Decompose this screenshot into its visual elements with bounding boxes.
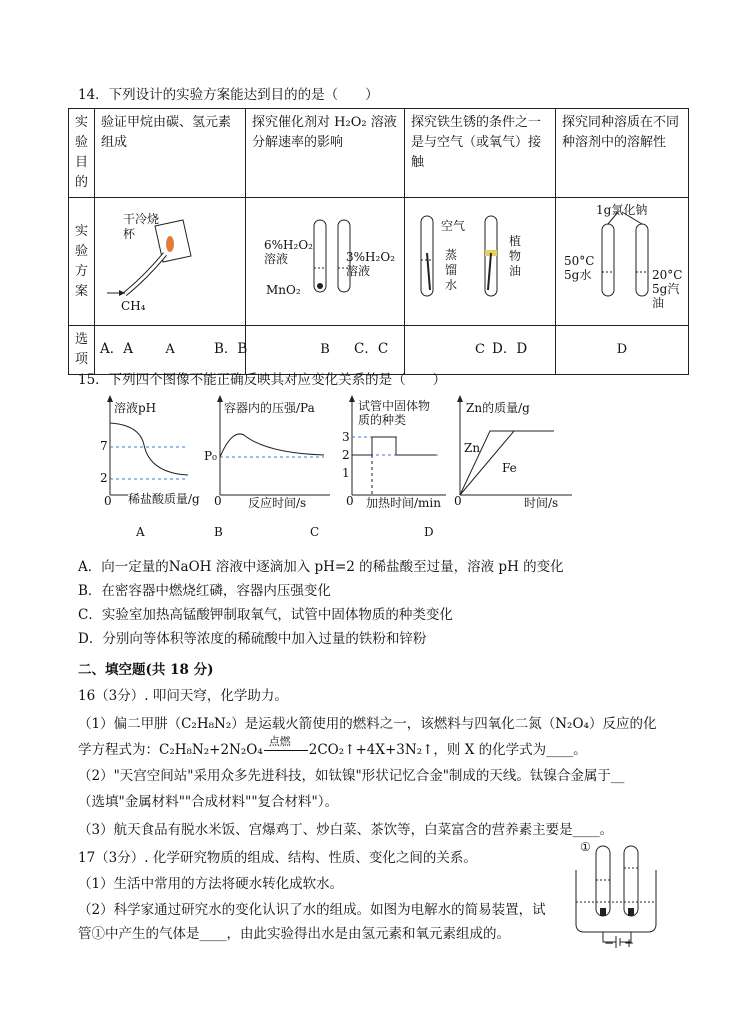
q16-equation-left: 学方程式为：C₂H₈N₂+2N₂O₄ xyxy=(78,742,263,758)
graph-c-ylabel: 试管中固体物质的种类 xyxy=(358,399,431,427)
row-header-purpose: 实验目的 xyxy=(69,109,95,198)
graph-c-tick-1: 1 xyxy=(342,466,350,480)
graph-b-label: B xyxy=(214,525,223,539)
q15-choice-b[interactable]: B．在密容器中燃烧红磷，容器内压强变化 xyxy=(78,583,331,599)
graph-b-tick-p0: P₀ xyxy=(204,449,217,463)
methane-burning-figure xyxy=(95,198,245,318)
row-header-scheme: 实验方案 xyxy=(69,198,95,326)
q16-equation-right: 2CO₂↑+4X+3N₂↑，则 X 的化学式为____。 xyxy=(308,742,587,758)
q16-p3: （3）航天食品有脱水米饭、宫爆鸡丁、炒白菜、茶饮等，白菜富含的营养素主要是____。 xyxy=(78,822,614,838)
reaction-condition: 点燃 xyxy=(263,742,309,758)
q17-p2b: 管①中产生的气体是____，由此实验得出水是由氢元素和氧元素组成的。 xyxy=(78,926,510,942)
mno2-label: MnO₂ xyxy=(266,283,301,297)
q16-p1a: （1）偏二甲肼（C₂H₈N₂）是运载火箭使用的燃料之一，该燃料与四氧化二氮（N₂O₄）反应的化 xyxy=(78,716,657,732)
graph-d-label: D xyxy=(424,525,434,539)
purpose-b: 探究催化剂对 H₂O₂ 溶液分解速率的影响 xyxy=(246,109,405,198)
rust-tubes-figure xyxy=(405,198,555,318)
oil-label: 植物油 xyxy=(509,234,522,278)
positive-sign: + xyxy=(624,936,635,950)
q14-stem: 14．下列设计的实验方案能达到目的的是（ ） xyxy=(78,87,379,103)
figure-b xyxy=(246,198,405,326)
experiment-table xyxy=(68,108,689,375)
graph-d xyxy=(452,395,582,510)
graph-c xyxy=(338,395,456,510)
q16-p2a: （2）"天宫空间站"采用众多先进科技，如钛镍"形状记忆合金"制成的天线。钛镍合金属于__ xyxy=(78,768,625,784)
negative-sign: − xyxy=(604,936,615,950)
graph-a-xlabel: 稀盐酸质量/g xyxy=(128,492,200,506)
tube-d-left: 50°C 5g水 xyxy=(564,254,595,282)
q14-choice-a[interactable]: A．A xyxy=(100,341,133,357)
nacl-label: 1g氯化钠 xyxy=(596,203,648,217)
graph-a-ylabel: 溶液pH xyxy=(114,401,157,415)
tube-d-right: 20°C 5g汽油 xyxy=(652,268,683,310)
graph-a-tick-7: 7 xyxy=(100,439,108,453)
air-label: 空气 xyxy=(441,219,466,233)
water-label: 蒸馏水 xyxy=(445,248,458,292)
graph-c-tick-2: 2 xyxy=(342,448,350,462)
graph-d-series-zn: Zn xyxy=(464,441,481,455)
q14-choice-b[interactable]: B．B xyxy=(214,341,248,357)
ch4-label: CH₄ xyxy=(121,299,146,313)
purpose-c: 探究铁生锈的条件之一是与空气（或氧气）接触 xyxy=(405,109,556,198)
purpose-d: 探究同种溶质在不同种溶剂中的溶解性 xyxy=(556,109,689,198)
option-a: A xyxy=(95,326,246,375)
q17-p2a: （2）科学家通过研究水的变化认识了水的组成。如图为电解水的简易装置，试 xyxy=(78,902,546,918)
graph-b-ylabel: 容器内的压强/Pa xyxy=(224,401,315,415)
q14-choice-c[interactable]: C．C xyxy=(354,341,389,357)
option-d: D xyxy=(556,326,689,375)
graph-d-ylabel: Zn的质量/g xyxy=(466,401,530,415)
graph-a-origin: 0 xyxy=(104,494,112,508)
graph-a-label: A xyxy=(136,525,145,539)
graph-b-origin: 0 xyxy=(214,494,222,508)
graph-d-xlabel: 时间/s xyxy=(524,496,559,510)
q15-stem: 15．下列四个图像不能正确反映其对应变化关系的是（ ） xyxy=(78,372,447,388)
q16-stem: 16（3分）. 叩问天穹，化学助力。 xyxy=(78,688,288,704)
section-title: 二、填空题(共 18 分) xyxy=(78,662,214,678)
tube-1-label: ① xyxy=(580,840,591,854)
q17-p1: （1）生活中常用的方法将硬水转化成软水。 xyxy=(78,876,344,892)
tube-b-right: 3%H₂O₂溶液 xyxy=(346,250,395,278)
graph-c-xlabel: 加热时间/min xyxy=(366,496,441,510)
cup-label: 干冷烧杯 xyxy=(123,212,160,241)
q16-p2b: （选填"金属材料""合成材料""复合材料"）。 xyxy=(78,794,339,810)
electrolysis-figure xyxy=(568,840,664,952)
q15-choice-c[interactable]: C．实验室加热高锰酸钾制取氧气，试管中固体物质的种类变化 xyxy=(78,607,453,623)
option-b: B xyxy=(246,326,405,375)
graph-a-tick-2: 2 xyxy=(100,471,108,485)
row-header-option: 选项 xyxy=(69,326,95,375)
q17-stem: 17（3分）. 化学研究物质的组成、结构、性质、变化之间的关系。 xyxy=(78,850,477,866)
purpose-a: 验证甲烷由碳、氢元素组成 xyxy=(95,109,246,198)
q14-choice-d[interactable]: D．D xyxy=(492,341,528,357)
graph-b xyxy=(204,395,344,510)
graph-c-origin: 0 xyxy=(346,494,354,508)
graph-c-label: C xyxy=(310,525,320,539)
graph-c-tick-3: 3 xyxy=(342,430,350,444)
q15-choice-d[interactable]: D．分别向等体积等浓度的稀硫酸中加入过量的铁粉和锌粉 xyxy=(78,631,427,647)
graph-b-xlabel: 反应时间/s xyxy=(248,496,307,510)
figure-a xyxy=(95,198,246,326)
graph-d-series-fe: Fe xyxy=(502,461,517,475)
option-c: C xyxy=(405,326,556,375)
graph-d-origin: 0 xyxy=(454,494,462,508)
tube-b-left: 6%H₂O₂溶液 xyxy=(264,238,313,266)
graph-a xyxy=(96,395,208,508)
q15-choice-a[interactable]: A．向一定量的NaOH 溶液中逐滴加入 pH=2 的稀盐酸至过量，溶液 pH 的变化 xyxy=(78,559,564,575)
q16-p1b xyxy=(78,735,587,758)
figure-d xyxy=(556,198,689,326)
figure-c xyxy=(405,198,556,326)
